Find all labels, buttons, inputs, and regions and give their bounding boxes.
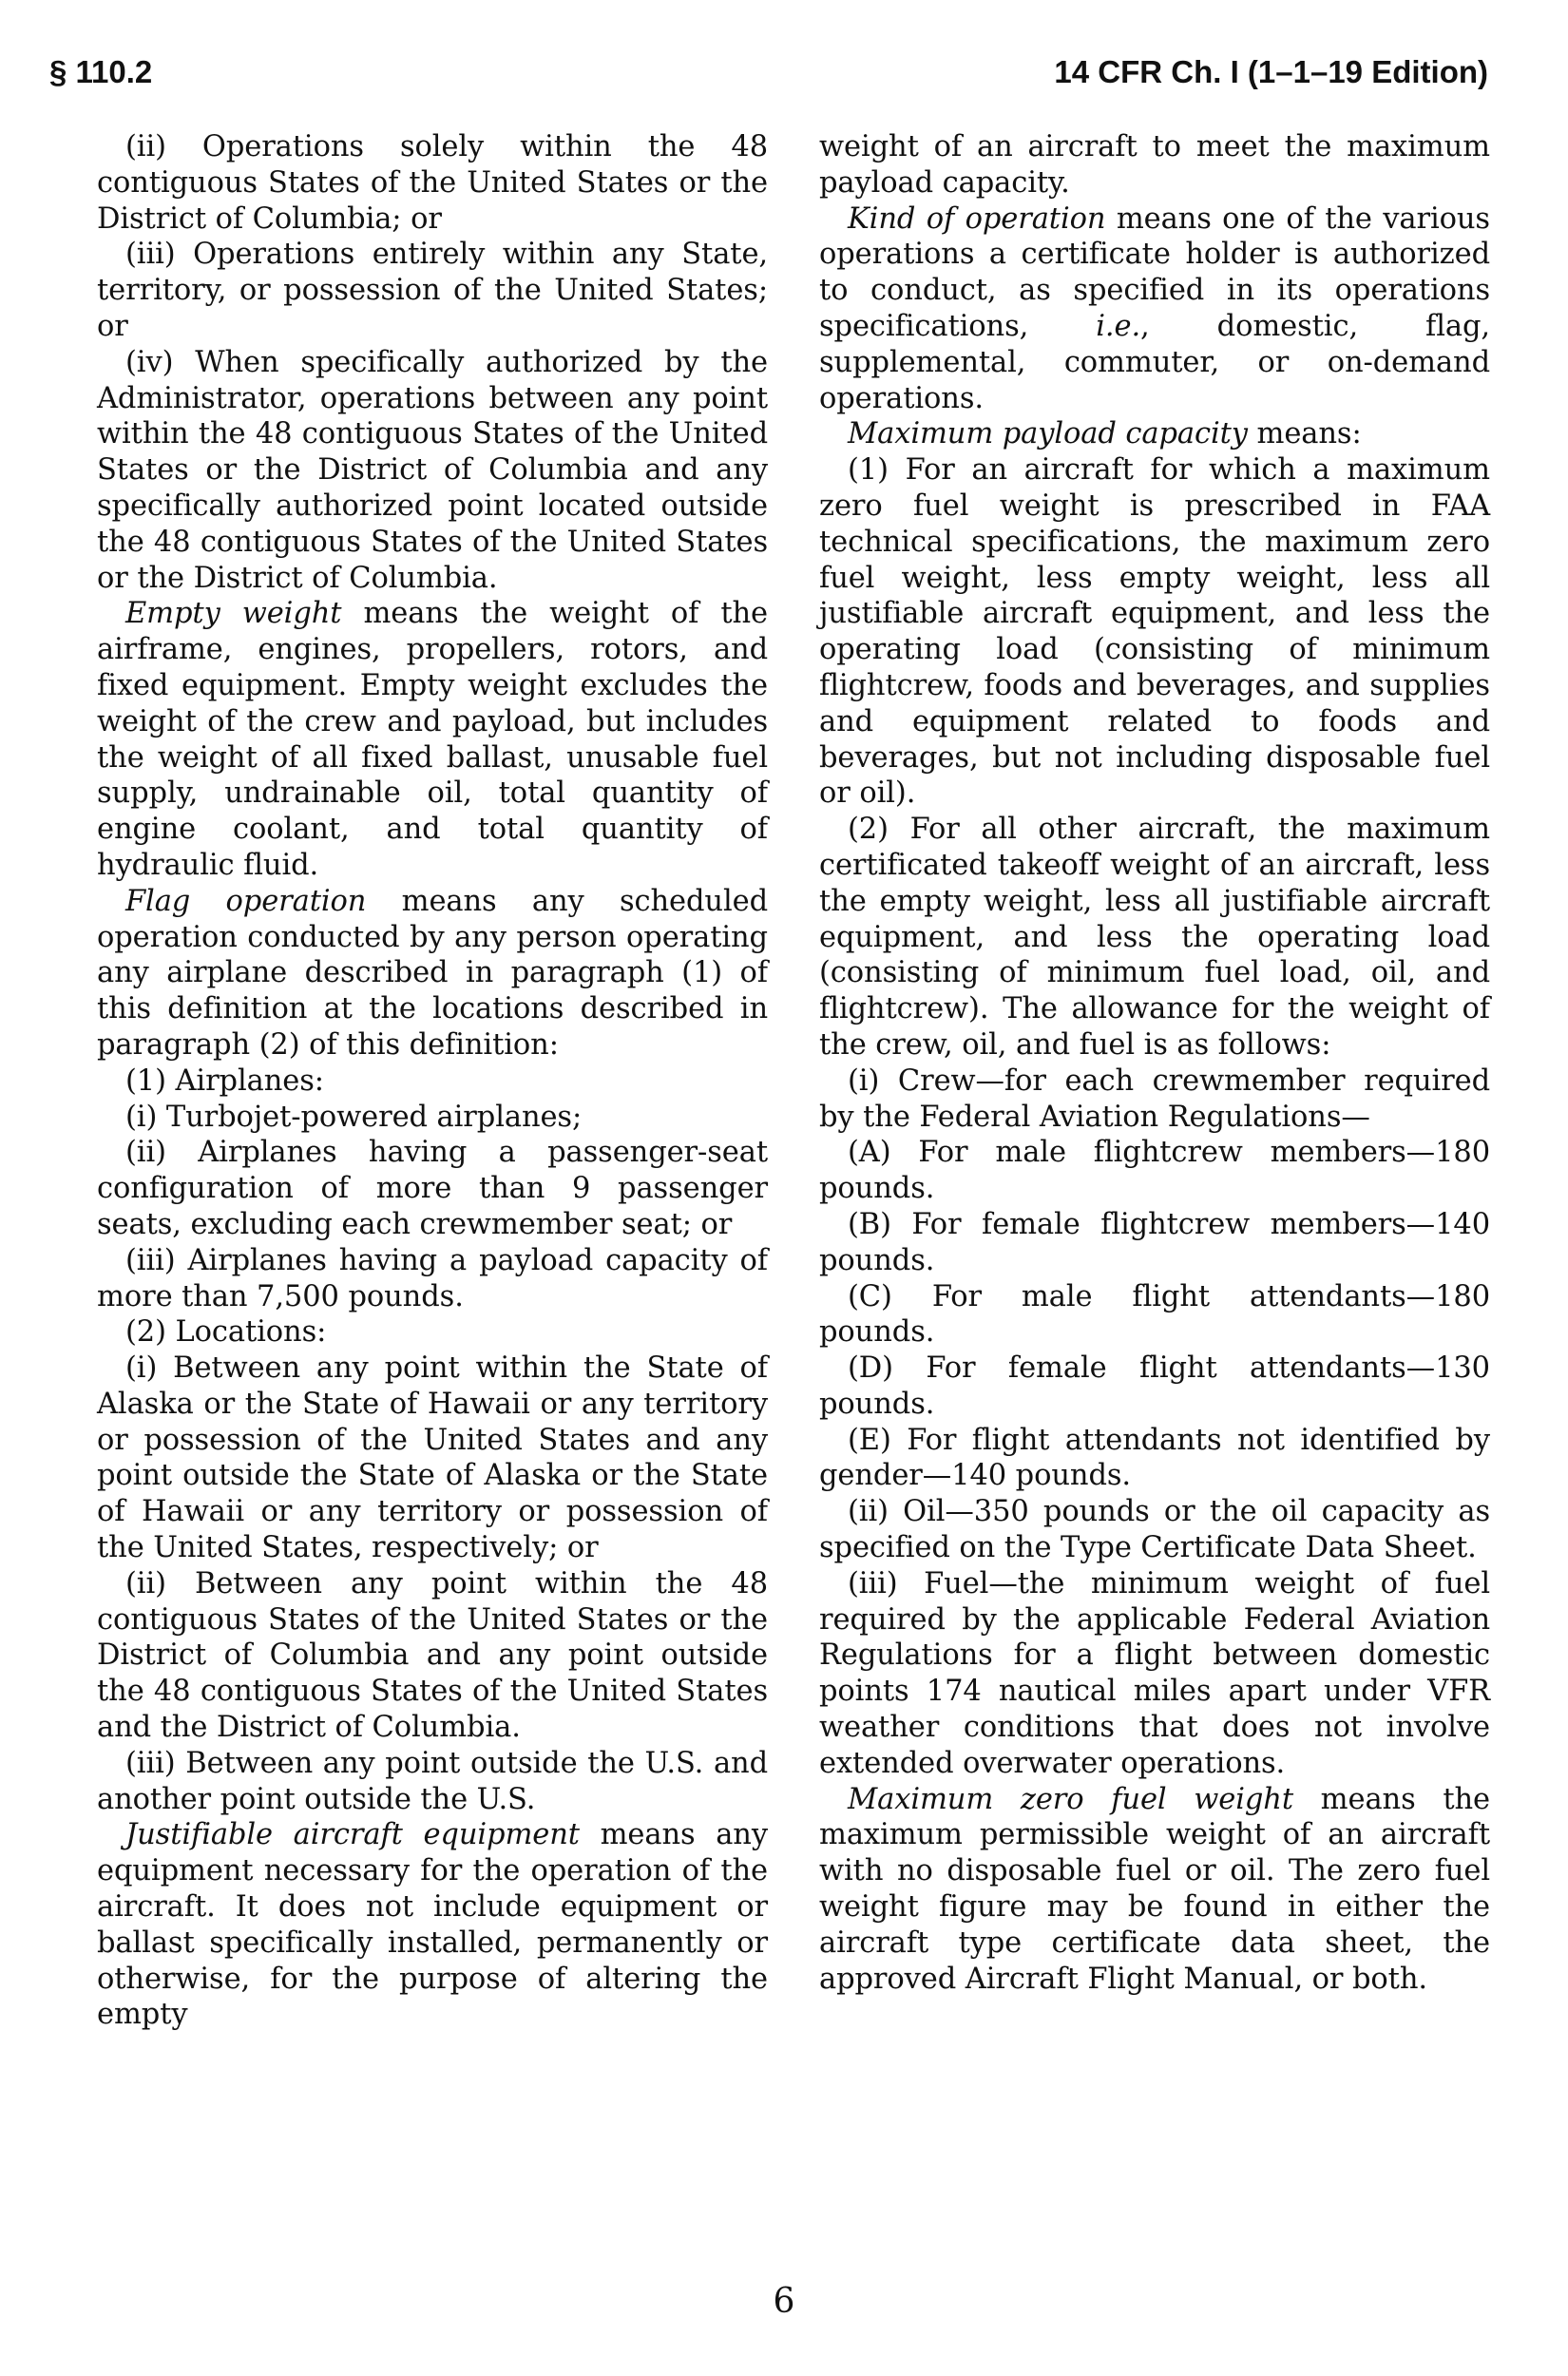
paragraph-text: (iii) Airplanes having a payload capacity of more than 7,500 pounds.: [97, 1243, 768, 1313]
paragraph-text: (i) Turbojet-powered airplanes;: [125, 1100, 583, 1134]
definition-text: means:: [1247, 417, 1362, 451]
cfr-edition-header: 14 CFR Ch. I (1–1–19 Edition): [1054, 54, 1488, 89]
paragraph: [819, 1063, 1490, 1136]
defined-term: Justifiable aircraft equipment: [125, 1818, 580, 1852]
paragraph: [819, 1279, 1490, 1351]
paragraph-text: (A) For male flightcrew members—180 pounds.: [819, 1136, 1490, 1206]
paragraph-text: (2) For all other aircraft, the maximum certificated takeoff weight of an aircraft, less the empty weight, less all justifiable aircraft equipment, and less the operating load (consisting of minimum fuel load, oil, and flightcrew). The allowance for the weight of the crew, oil, and fuel is as follows:: [819, 813, 1490, 1062]
paragraph-text: (1) Airplanes:: [125, 1063, 324, 1098]
right-column: [819, 129, 1490, 1997]
definition-text: means the weight of the airframe, engines, propellers, rotors, and fixed equipment. Empty weight excludes the weight of the crew and payload, but includes the weight of all fixed ballast, unusable fuel supply, undrainable oil, total quantity of engine coolant, and total quantity of hydraulic fluid.: [97, 597, 768, 882]
paragraph-text: (iii) Fuel—the minimum weight of fuel required by the applicable Federal Aviation Regulations for a flight between domestic points 174 nautical miles apart under VFR weather conditions that does not involve extended overwater operations.: [819, 1566, 1490, 1780]
paragraph: [97, 1063, 768, 1100]
definition-text: means one of the various operations a certificate holder is authorized to conduct, as specified in its operations specifications,: [819, 201, 1490, 343]
paragraph: [97, 1746, 768, 1818]
paragraph: [97, 1566, 768, 1746]
paragraph-text: (i) Between any point within the State of Alaska or the State of Hawaii or any territory or possession of the United States and any point outside the State of Alaska or the State of Hawaii or any territory or possession of the United States, respectively; or: [97, 1351, 768, 1565]
definition-text: , domestic, flag, supplemental, commuter, or on-demand operations.: [819, 309, 1490, 415]
definition-text: means the maximum permissible weight of an aircraft with no disposable fuel or oil. The zero fuel weight figure may be found in either the aircraft type certificate data sheet, the approved Aircraft Flight Manual, or both.: [819, 1782, 1490, 1996]
paragraph-text: (ii) Between any point within the 48 contiguous States of the United States or the District of Columbia and any point outside the 48 contiguous States of the United States and the District of Columbia.: [97, 1566, 768, 1745]
paragraph-text: weight of an aircraft to meet the maximum payload capacity.: [819, 130, 1490, 200]
paragraph-text: (D) For female flight attendants—130 pounds.: [819, 1351, 1490, 1421]
paragraph-text: (ii) Oil—350 pounds or the oil capacity as specified on the Type Certificate Data Sheet.: [819, 1495, 1490, 1565]
paragraph-text: (2) Locations:: [125, 1315, 327, 1350]
paragraph-text: (1) For an aircraft for which a maximum zero fuel weight is prescribed in FAA technical specifications, the maximum zero fuel weight, less empty weight, less all justifiable aircraft equipment, and less the operating load (consisting of minimum flightcrew, foods and beverages, and supplies and equipment related to foods and beverages, but not including disposable fuel or oil).: [819, 453, 1490, 811]
definition-paragraph: [819, 201, 1490, 417]
abbreviation-ie: i.e.: [1096, 309, 1141, 343]
paragraph: [819, 1423, 1490, 1495]
paragraph-text: (C) For male flight attendants—180 pounds.: [819, 1279, 1490, 1350]
paragraph: [819, 1207, 1490, 1279]
paragraph-text: (iv) When specifically authorized by the Administrator, operations between any point within the 48 contiguous States of the United States or the District of Columbia and any specifically authorized point located outside the 48 contiguous States of the United States or the District of Columbia.: [97, 345, 768, 595]
paragraph-text: (E) For flight attendants not identified by gender—140 pounds.: [819, 1423, 1490, 1493]
page-number: 6: [773, 2282, 795, 2321]
definition-text: means any scheduled operation conducted by any person operating any airplane described in paragraph (1) of this definition at the locations described in paragraph (2) of this definition:: [97, 884, 768, 1062]
paragraph: [97, 1351, 768, 1566]
defined-term: Kind of operation: [848, 201, 1106, 236]
paragraph: [819, 1566, 1490, 1782]
paragraph: [97, 1100, 768, 1136]
paragraph-text: (B) For female flightcrew members—140 pounds.: [819, 1207, 1490, 1277]
paragraph-text: (ii) Operations solely within the 48 contiguous States of the United States or the District of Columbia; or: [97, 130, 768, 236]
paragraph-text: (ii) Airplanes having a passenger-seat configuration of more than 9 passenger seats, excluding each crewmember seat; or: [97, 1136, 768, 1241]
definition-paragraph: [819, 416, 1490, 452]
paragraph-continuation: [819, 129, 1490, 201]
defined-term: Maximum zero fuel weight: [848, 1782, 1293, 1816]
paragraph: [819, 452, 1490, 812]
definition-paragraph: [819, 1782, 1490, 1998]
paragraph-text: (iii) Operations entirely within any State, territory, or possession of the United States; or: [97, 238, 768, 343]
defined-term: Maximum payload capacity: [848, 417, 1248, 451]
paragraph: [97, 1135, 768, 1242]
left-column: [97, 129, 768, 2033]
defined-term: Flag operation: [125, 884, 367, 918]
paragraph-text: (i) Crew—for each crewmember required by the Federal Aviation Regulations—: [819, 1063, 1490, 1134]
definition-paragraph: [97, 884, 768, 1063]
defined-term: Empty weight: [125, 597, 342, 631]
section-number: § 110.2: [49, 54, 153, 89]
definition-text: means any equipment necessary for the operation of the aircraft. It does not include equipment or ballast specifically installed, permanently or otherwise, for the purpose of altering the empty: [97, 1818, 768, 2032]
paragraph: [97, 345, 768, 597]
paragraph: [819, 1494, 1490, 1566]
paragraph-text: (iii) Between any point outside the U.S. and another point outside the U.S.: [97, 1746, 768, 1816]
paragraph: [819, 812, 1490, 1063]
paragraph: [97, 237, 768, 344]
paragraph: [97, 1314, 768, 1351]
paragraph: [97, 1243, 768, 1315]
definition-paragraph: [97, 596, 768, 883]
paragraph: [97, 129, 768, 237]
definition-paragraph: [97, 1817, 768, 2033]
paragraph: [819, 1135, 1490, 1207]
paragraph: [819, 1351, 1490, 1423]
